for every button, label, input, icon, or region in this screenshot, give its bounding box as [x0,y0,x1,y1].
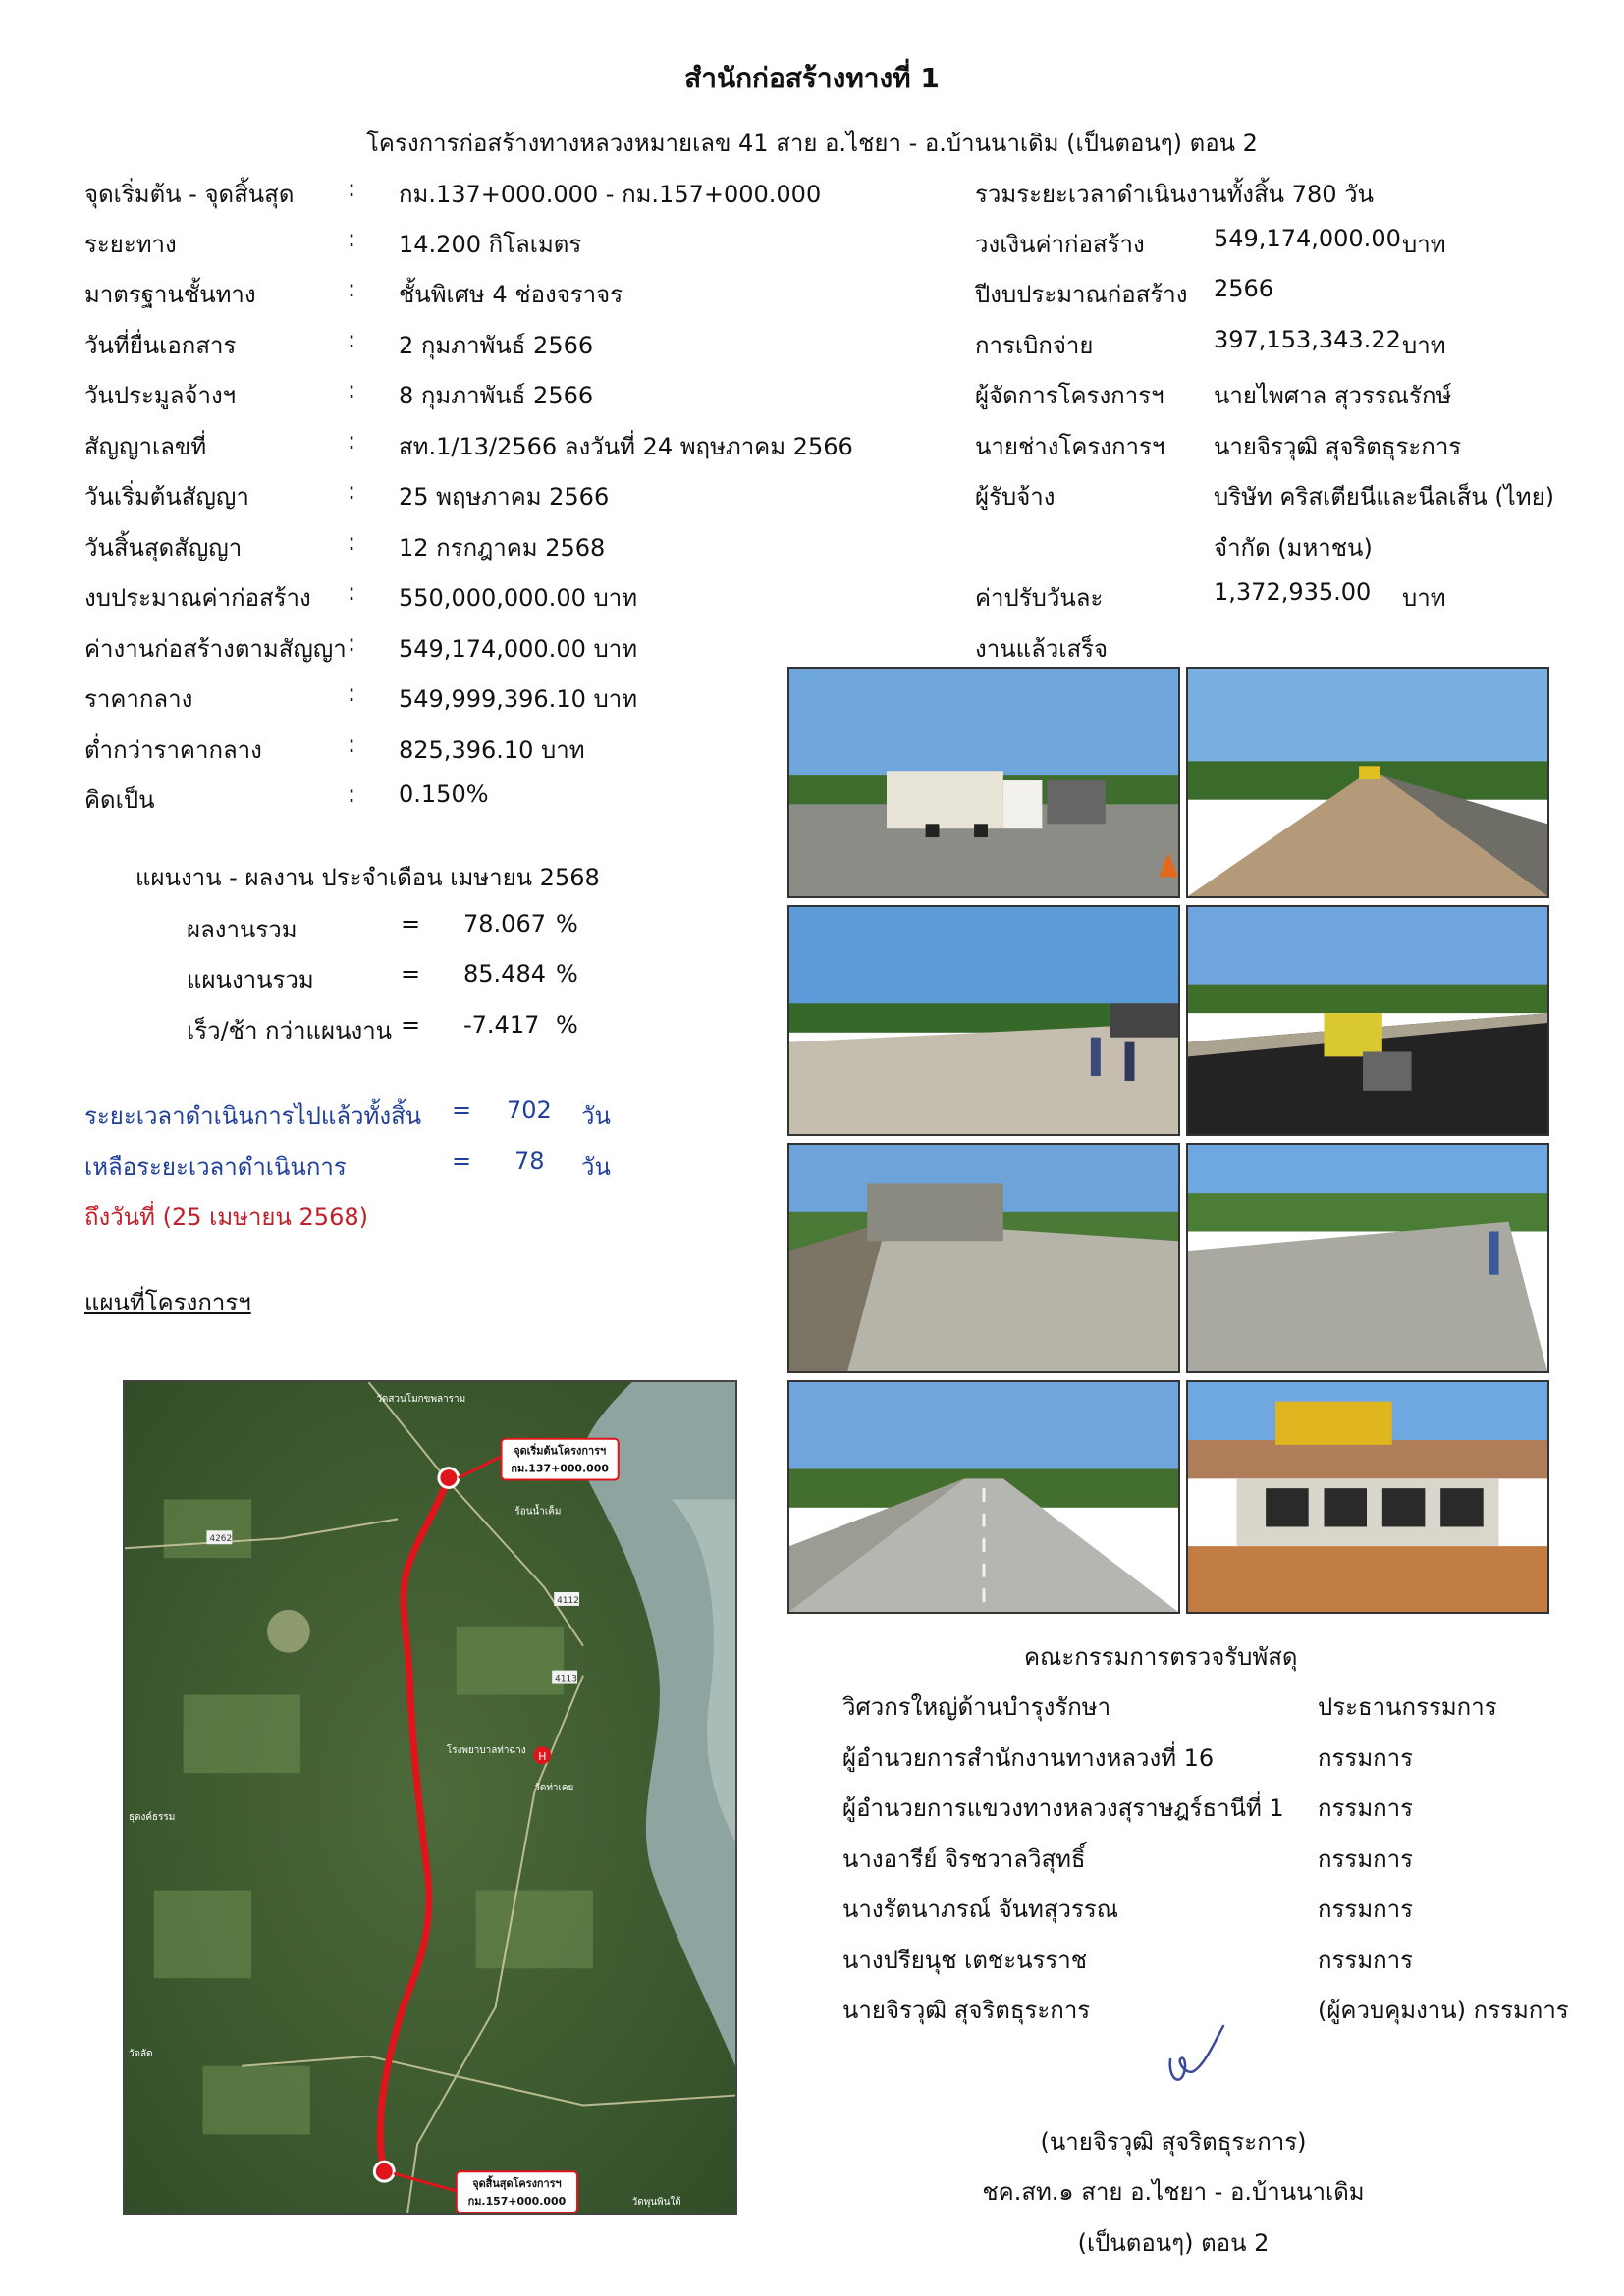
detail-colon: : [348,477,356,505]
committee-member-name: ผู้อำนวยการแขวงทางหลวงสุราษฎร์ธานีที่ 1 [842,1794,1284,1822]
progress-eq: = [401,960,421,988]
detail-colon: : [348,175,356,202]
detail-label: วันสิ้นสุดสัญญา [84,534,243,561]
fine-label: ค่าปรับวันละ [975,584,1104,612]
place-label: ร้อนน้ำเค็ม [514,1506,562,1518]
detail-label: วันเริ่มต้นสัญญา [84,483,249,510]
detail-label: คิดเป็น [84,786,155,814]
total-duration: รวมระยะเวลาดำเนินงานทั้งสิ้น 780 วัน [975,181,1375,208]
project-map [123,1380,737,2215]
photo-finished-concrete-road [787,1380,1180,1614]
as-of-date: ถึงวันที่ (25 เมษายน 2568) [84,1203,368,1231]
photo-box-culvert-construction [1186,1380,1549,1614]
detail-colon: : [348,629,356,657]
committee-member-name: นางอารีย์ จิรชวาลวิสุทธิ์ [842,1845,1086,1873]
detail-label: วันที่ยื่นเอกสาร [84,332,237,359]
detail-colon: : [348,427,356,454]
committee-member-role: กรรมการ [1318,1744,1414,1772]
disbursed-label: การเบิกจ่าย [975,332,1094,359]
signer-title-cont: (เป็นตอนๆ) ตอน 2 [1077,2229,1270,2257]
committee-member-name: นายจิรวุฒิ สุจริตธุระการ [842,1997,1091,2024]
progress-eq: = [401,1011,421,1039]
detail-colon: : [348,780,356,808]
detail-label: ต่ำกว่าราคากลาง [84,736,262,764]
detail-label: วันประมูลจ้างฯ [84,382,237,409]
detail-value: 549,999,396.10 บาท [399,685,638,713]
detail-colon: : [348,730,356,758]
contractor-value-cont: จำกัด (มหาชน) [1214,534,1373,561]
detail-colon: : [348,679,356,707]
photo-concrete-curing-lane [1186,1143,1549,1373]
fiscal-year-label: ปีงบประมาณก่อสร้าง [975,281,1188,308]
road-shield: 4112 [557,1595,579,1606]
progress-label: แผนงานรวม [187,966,314,993]
budget-label: วงเงินค่าก่อสร้าง [975,231,1145,258]
detail-value: 825,396.10 บาท [399,736,585,764]
committee-heading: คณะกรรมการตรวจรับพัสดุ [1024,1643,1298,1671]
progress-value: -7.417 [463,1011,540,1039]
detail-colon: : [348,326,356,353]
committee-member-name: ผู้อำนวยการสำนักงานทางหลวงที่ 16 [842,1744,1215,1772]
photo-asphalt-paving [1186,905,1549,1136]
detail-label: ราคากลาง [84,685,193,713]
disbursed-unit: บาท [1402,332,1446,359]
detail-colon: : [348,275,356,302]
progress-pct: % [556,910,578,937]
detail-colon: : [348,578,356,606]
fine-unit: บาท [1402,584,1446,612]
detail-value: 2 กุมภาพันธ์ 2566 [399,332,594,359]
detail-label: งบประมาณค่าก่อสร้าง [84,584,311,612]
fine-label-cont: งานแล้วเสร็จ [975,635,1109,663]
place-label: วัดลัด [128,2048,153,2059]
detail-value: 14.200 กิโลเมตร [399,231,582,258]
detail-value: 550,000,000.00 บาท [399,584,638,612]
progress-eq: = [401,910,421,937]
committee-member-role: กรรมการ [1318,1845,1414,1873]
committee-member-role: กรรมการ [1318,1896,1414,1923]
elapsed-value: 702 [507,1096,552,1124]
detail-colon: : [348,376,356,403]
detail-value: ชั้นพิเศษ 4 ช่องจราจร [399,281,623,308]
end-callout-km: กม.157+000.000 [467,2195,567,2209]
svg-text:H: H [538,1750,547,1764]
committee-member-role: กรรมการ [1318,1794,1414,1822]
signer-title: ชค.สท.๑ สาย อ.ไชยา - อ.บ้านนาเดิม [982,2178,1365,2206]
detail-value: สท.1/13/2566 ลงวันที่ 24 พฤษภาคม 2566 [399,433,853,460]
map-heading: แผนที่โครงการฯ [84,1289,251,1316]
committee-member-name: นางรัตนาภรณ์ จันทสุวรรณ [842,1896,1119,1923]
disbursed-value: 397,153,343.22 [1214,326,1401,353]
detail-colon: : [348,528,356,556]
start-callout-title: จุดเริ่มต้นโครงการฯ [514,1444,607,1458]
engineer-label: นายช่างโครงการฯ [975,433,1165,460]
detail-value: 8 กุมภาพันธ์ 2566 [399,382,594,409]
committee-member-name: นางปรียนุช เตชะนรราช [842,1947,1088,1974]
remaining-eq: = [452,1148,472,1175]
detail-label: จุดเริ่มต้น - จุดสิ้นสุด [84,181,295,208]
elapsed-label: ระยะเวลาดำเนินการไปแล้วทั้งสิ้น [84,1102,422,1130]
detail-value: 25 พฤษภาคม 2566 [399,483,610,510]
contractor-value: บริษัท คริสเตียนีและนีลเส็น (ไทย) [1214,483,1554,510]
remaining-value: 78 [514,1148,545,1175]
remaining-unit: วัน [581,1153,611,1181]
project-subtitle: โครงการก่อสร้างทางหลวงหมายเลข 41 สาย อ.ไชยา - อ.บ้านนาเดิม (เป็นตอนๆ) ตอน 2 [366,130,1258,157]
hospital-icon [533,1746,551,1764]
end-callout-title: จุดสิ้นสุดโครงการฯ [472,2177,562,2191]
signer-name: (นายจิรวุฒิ สุจริตธุระการ) [1040,2128,1307,2156]
progress-value: 85.484 [463,960,546,988]
progress-label: ผลงานรวม [187,916,298,943]
progress-value: 78.067 [463,910,546,937]
budget-value: 549,174,000.00 [1214,225,1401,252]
contractor-label: ผู้รับจ้าง [975,483,1056,510]
place-label: วัดท่าเคย [534,1783,574,1794]
progress-heading: แผนงาน - ผลงาน ประจำเดือน เมษายน 2568 [135,864,600,891]
page-title: สำนักก่อสร้างทางที่ 1 [684,62,940,94]
detail-value: 549,174,000.00 บาท [399,635,638,663]
committee-member-role: (ผู้ควบคุมงาน) กรรมการ [1318,1997,1569,2024]
fine-value: 1,372,935.00 [1214,578,1372,606]
photo-grader-on-subbase [1186,667,1549,898]
detail-label: มาตรฐานชั้นทาง [84,281,256,308]
photo-survey-workers-road [787,905,1180,1136]
committee-member-role: ประธานกรรมการ [1318,1693,1497,1721]
detail-colon: : [348,225,356,252]
manager-label: ผู้จัดการโครงการฯ [975,382,1164,409]
map-pond [267,1610,310,1653]
committee-member-name: วิศวกรใหญ่ด้านบำรุงรักษา [842,1693,1111,1721]
detail-value: 0.150% [399,780,489,808]
committee-member-role: กรรมการ [1318,1947,1414,1974]
place-label: วัดสวนโมกขพลาราม [376,1393,466,1405]
signature-mark [1159,2020,1237,2089]
progress-pct: % [556,960,578,988]
manager-value: นายไพศาล สุวรรณรักษ์ [1214,382,1452,409]
photo-concrete-slipform-paver [787,1143,1180,1373]
elapsed-unit: วัน [581,1102,611,1130]
road-shield: 4113 [555,1674,577,1684]
detail-label: ระยะทาง [84,231,177,258]
elapsed-eq: = [452,1096,472,1124]
progress-pct: % [556,1011,578,1039]
detail-value: 12 กรกฎาคม 2568 [399,534,606,561]
engineer-value: นายจิรวุฒิ สุจริตธุระการ [1214,433,1462,460]
progress-label: เร็ว/ช้า กว่าแผนงาน [187,1017,393,1044]
start-callout-km: กม.137+000.000 [511,1462,609,1475]
photo-trucks-milling-road [787,667,1180,898]
detail-label: ค่างานก่อสร้างตามสัญญา [84,635,347,663]
budget-unit: บาท [1402,231,1446,258]
fiscal-year-value: 2566 [1214,275,1274,302]
remaining-label: เหลือระยะเวลาดำเนินการ [84,1153,347,1181]
detail-label: สัญญาเลขที่ [84,433,207,460]
place-label: วัดพุนพินใต้ [631,2197,681,2209]
place-label: ธุดงค์ธรรม [128,1811,176,1823]
road-shield: 4262 [209,1534,233,1545]
place-label: โรงพยาบาลท่าฉาง [446,1745,526,1757]
detail-value: กม.137+000.000 - กม.157+000.000 [399,181,822,208]
